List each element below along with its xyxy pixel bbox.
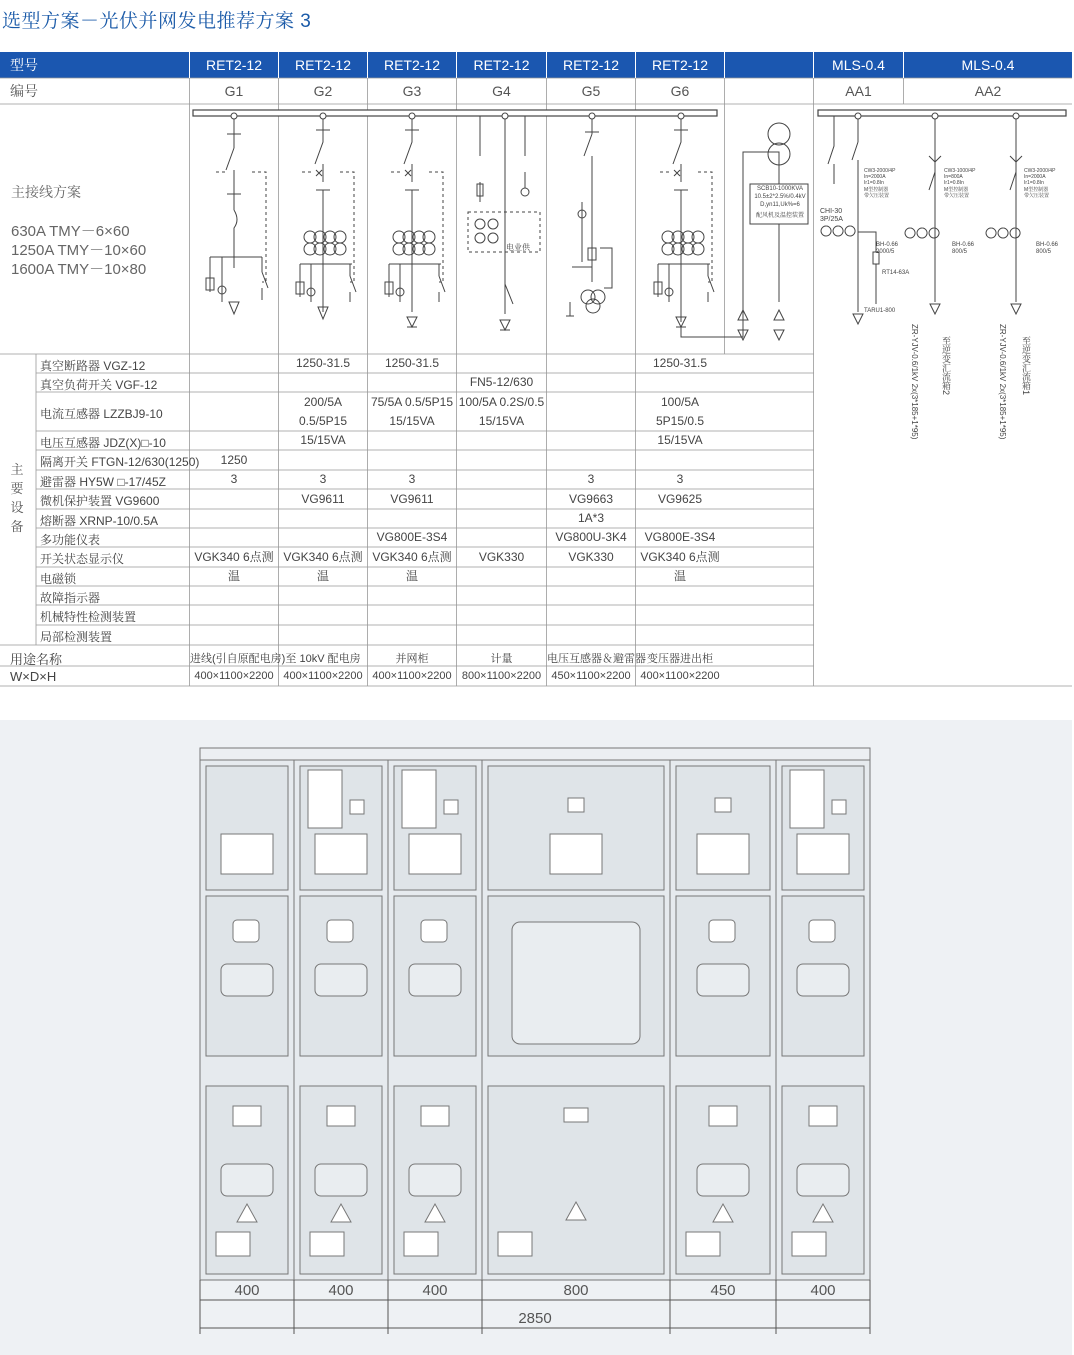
equipment-cell: VGK340 6点测温 — [283, 549, 363, 583]
number-header-label: 编号 — [10, 83, 38, 99]
aa2-acb1-2: In=800A — [944, 174, 963, 180]
number-g4: G4 — [492, 83, 511, 99]
equipment-row-label: 熔断器 XRNP-10/0.5A — [40, 513, 159, 528]
aa2-acb2-1: CW3-2000/4P — [1024, 168, 1056, 174]
aa2-acb2-3: Ir1=0.8In — [1024, 180, 1044, 186]
equipment-cell: 1250-31.5 — [295, 356, 351, 370]
model-g1: RET2-12 — [190, 52, 278, 78]
equipment-cell: 3 — [230, 472, 238, 486]
aa2-acb2-2: In=2000A — [1024, 174, 1046, 180]
transformer-spec-1: SCB10-1000KVA — [757, 186, 803, 192]
number-g5: G5 — [581, 83, 601, 99]
aa1-arrester: TARU1-800 — [864, 308, 896, 314]
cabinet-width-label: 450 — [710, 1282, 736, 1299]
equipment-row-label: 电压互感器 JDZ(X)□-10 — [40, 435, 166, 450]
equipment-cell: 1250 — [220, 452, 248, 467]
equipment-cell: 3 — [408, 472, 416, 486]
cabinet-width-label: 400 — [328, 1282, 354, 1299]
usage-label: 用途名称 — [10, 652, 63, 667]
aa1-acb-1: CW3-2000/4P — [864, 168, 896, 174]
equipment-cell: 200/5A 0.5/5P15 15/15VA — [298, 394, 348, 447]
equipment-row-label: 多功能仪表 — [40, 532, 101, 547]
model-g3: RET2-12 — [368, 52, 456, 78]
mv-feeders — [206, 113, 1022, 340]
equipment-cell: VGK340 6点测温 — [372, 549, 452, 583]
equipment-cell: 3 — [319, 472, 327, 486]
equipment-side-label: 主 要 设 备 — [10, 462, 24, 534]
number-g1: G1 — [224, 83, 244, 99]
equipment-cell: VG9625 — [657, 491, 703, 506]
model-aa2: MLS-0.4 — [904, 52, 1072, 78]
transformer-spec-3: D,yn11,Uk%=6 — [760, 202, 800, 208]
equipment-cell: VGK330 — [568, 549, 614, 564]
equipment-cell: VG800E-3S4 — [376, 530, 448, 544]
selection-table — [0, 52, 1072, 688]
aa2-cable1-dest: 至逆变汇流箱2 — [941, 336, 951, 396]
usage-cell: 至 10kV 配电房 — [285, 653, 361, 665]
equipment-cell: VG800U-3K4 — [555, 530, 627, 544]
equipment-cell: 1250-31.5 — [652, 356, 708, 370]
aa2-acb2-4: M型控制器 — [1024, 187, 1049, 193]
equipment-cell: VG9611 — [390, 491, 434, 506]
g4-supply-label: 电业供 — [506, 243, 530, 252]
aa1-ct-1: BH-0.66 — [876, 242, 899, 248]
equipment-row-label: 电流互感器 LZZBJ9-10 — [40, 406, 163, 421]
aa1-acb-4: M型控制器 — [864, 187, 889, 193]
equipment-cell: 75/5A 0.5/5P15 15/15VA — [370, 394, 454, 428]
aa2-ct2-2: 800/5 — [1036, 249, 1052, 255]
aa2-acb1-3: Ir1=0.8In — [944, 180, 964, 186]
transformer-spec-4: 配风机及温控装置 — [755, 213, 804, 219]
aa1-fuse: RT14-63A — [882, 270, 910, 276]
usage-cell: 并网柜 — [395, 653, 429, 665]
cabinet-width-label: 400 — [422, 1282, 448, 1299]
model-g5: RET2-12 — [547, 52, 635, 78]
cabinet-width-label: 400 — [234, 1282, 260, 1299]
aa2-cable1: ZR-YJV-0.6/1kV 2x(3*185+1*95) — [910, 324, 919, 440]
model-aa1: MLS-0.4 — [814, 52, 903, 78]
usage-cell: 进线(引自原配电房) — [190, 653, 286, 665]
equipment-cell: VGK330 — [478, 549, 525, 564]
equipment-row-label: 避雷器 HY5W □-17/45Z — [40, 474, 166, 489]
usage-cell: 变压器进出柜 — [647, 653, 713, 665]
aa2-ct1-1: BH-0.66 — [952, 242, 975, 248]
equipment-cell: 100/5A 0.2S/0.5 15/15VA — [458, 394, 545, 428]
size-cell: 400×1100×2200 — [194, 670, 274, 682]
model-g4: RET2-12 — [457, 52, 546, 78]
equipment-row-label: 电磁锁 — [40, 571, 77, 586]
aa2-acb2-5: 带欠压装置 — [1024, 193, 1050, 199]
transformer-spec-2: 10.5±2*2.5%/0.4kV — [754, 194, 806, 200]
aa2-ct1-2: 800/5 — [952, 249, 968, 255]
size-cell: 400×1100×2200 — [283, 670, 363, 682]
aa2-acb1-1: CW3-1000/4P — [944, 168, 976, 174]
aa2-ct2-1: BH-0.66 — [1036, 242, 1059, 248]
aa2-cable2-dest: 至逆变汇流箱1 — [1021, 336, 1031, 396]
equipment-cell: 1A*3 — [577, 511, 605, 525]
equipment-row-label: 隔离开关 FTGN-12/630(1250) — [40, 455, 200, 469]
equipment-cell: VG800E-3S4 — [644, 530, 716, 544]
page-title: 选型方案－光伏并网发电推荐方案 3 — [2, 11, 312, 32]
aa1-acb-5: 带欠压装置 — [864, 193, 890, 199]
aa1-ct-2: 2000/5 — [876, 249, 895, 255]
equipment-row-label: 真空负荷开关 VGF-12 — [40, 377, 158, 392]
aa1-acb-2: In=2000A — [864, 174, 886, 180]
aa2-acb1-4: M型控制器 — [944, 187, 969, 193]
equipment-cell: VGK340 6点测温 — [194, 549, 274, 583]
usage-cell: 计量 — [490, 653, 513, 665]
total-width-label: 2850 — [518, 1310, 552, 1327]
cabinet-width-label: 800 — [563, 1282, 589, 1299]
busbar-spec-2: 1250A TMY－10×60 — [11, 242, 147, 259]
number-g3: G3 — [402, 83, 422, 99]
equipment-cell: 1250-31.5 — [384, 356, 440, 370]
number-aa2: AA2 — [974, 83, 1002, 99]
aa2-cable2: ZR-YJV-0.6/1kV 2x(3*185+1*95) — [998, 324, 1007, 440]
aa1-breaker-2: 3P/25A — [820, 216, 843, 223]
busbar-spec-1: 630A TMY－6×60 — [11, 223, 130, 240]
equipment-cell: VGK340 6点测温 — [640, 549, 720, 583]
model-g6: RET2-12 — [636, 52, 724, 78]
equipment-row-label: 故障指示器 — [40, 590, 101, 605]
usage-cell: 电压互感器＆避雷器 — [547, 653, 646, 665]
schematic-label: 主接线方案 — [11, 184, 81, 200]
size-cell: 400×1100×2200 — [372, 670, 452, 682]
aa1-breaker-1: CHI-30 — [820, 208, 843, 215]
equipment-row-label: 局部检测装置 — [40, 630, 113, 644]
equipment-cell: VG9663 — [568, 491, 614, 506]
number-g2: G2 — [313, 83, 333, 99]
model-header-label: 型号 — [0, 52, 189, 78]
equipment-row-label: 真空断路器 VGZ-12 — [40, 358, 146, 373]
equipment-cell: FN5-12/630 — [469, 375, 534, 389]
equipment-row-label: 机械特性检测装置 — [40, 610, 137, 624]
equipment-cell: 3 — [587, 472, 595, 486]
equipment-cell: 100/5A 5P15/0.5 15/15VA — [655, 394, 705, 447]
size-cell: 800×1100×2200 — [461, 670, 542, 682]
size-label: W×D×H — [10, 669, 57, 684]
size-cell: 400×1100×2200 — [640, 670, 720, 682]
busbar-spec-3: 1600A TMY－10×80 — [11, 261, 147, 278]
aa1-acb-3: Ir1=0.8In — [864, 180, 884, 186]
front-view-background — [0, 720, 1072, 1355]
aa2-acb1-5: 带欠压装置 — [944, 193, 970, 199]
equipment-row-label: 微机保护装置 VG9600 — [40, 494, 160, 508]
equipment-cell: 3 — [676, 472, 684, 486]
size-cell: 450×1100×2200 — [551, 670, 631, 682]
number-g6: G6 — [670, 83, 690, 99]
model-g2: RET2-12 — [279, 52, 367, 78]
number-aa1: AA1 — [845, 83, 872, 99]
equipment-row-label: 开关状态显示仪 — [40, 552, 125, 566]
cabinet-width-label: 400 — [810, 1282, 836, 1299]
equipment-cell: VG9611 — [301, 491, 345, 506]
